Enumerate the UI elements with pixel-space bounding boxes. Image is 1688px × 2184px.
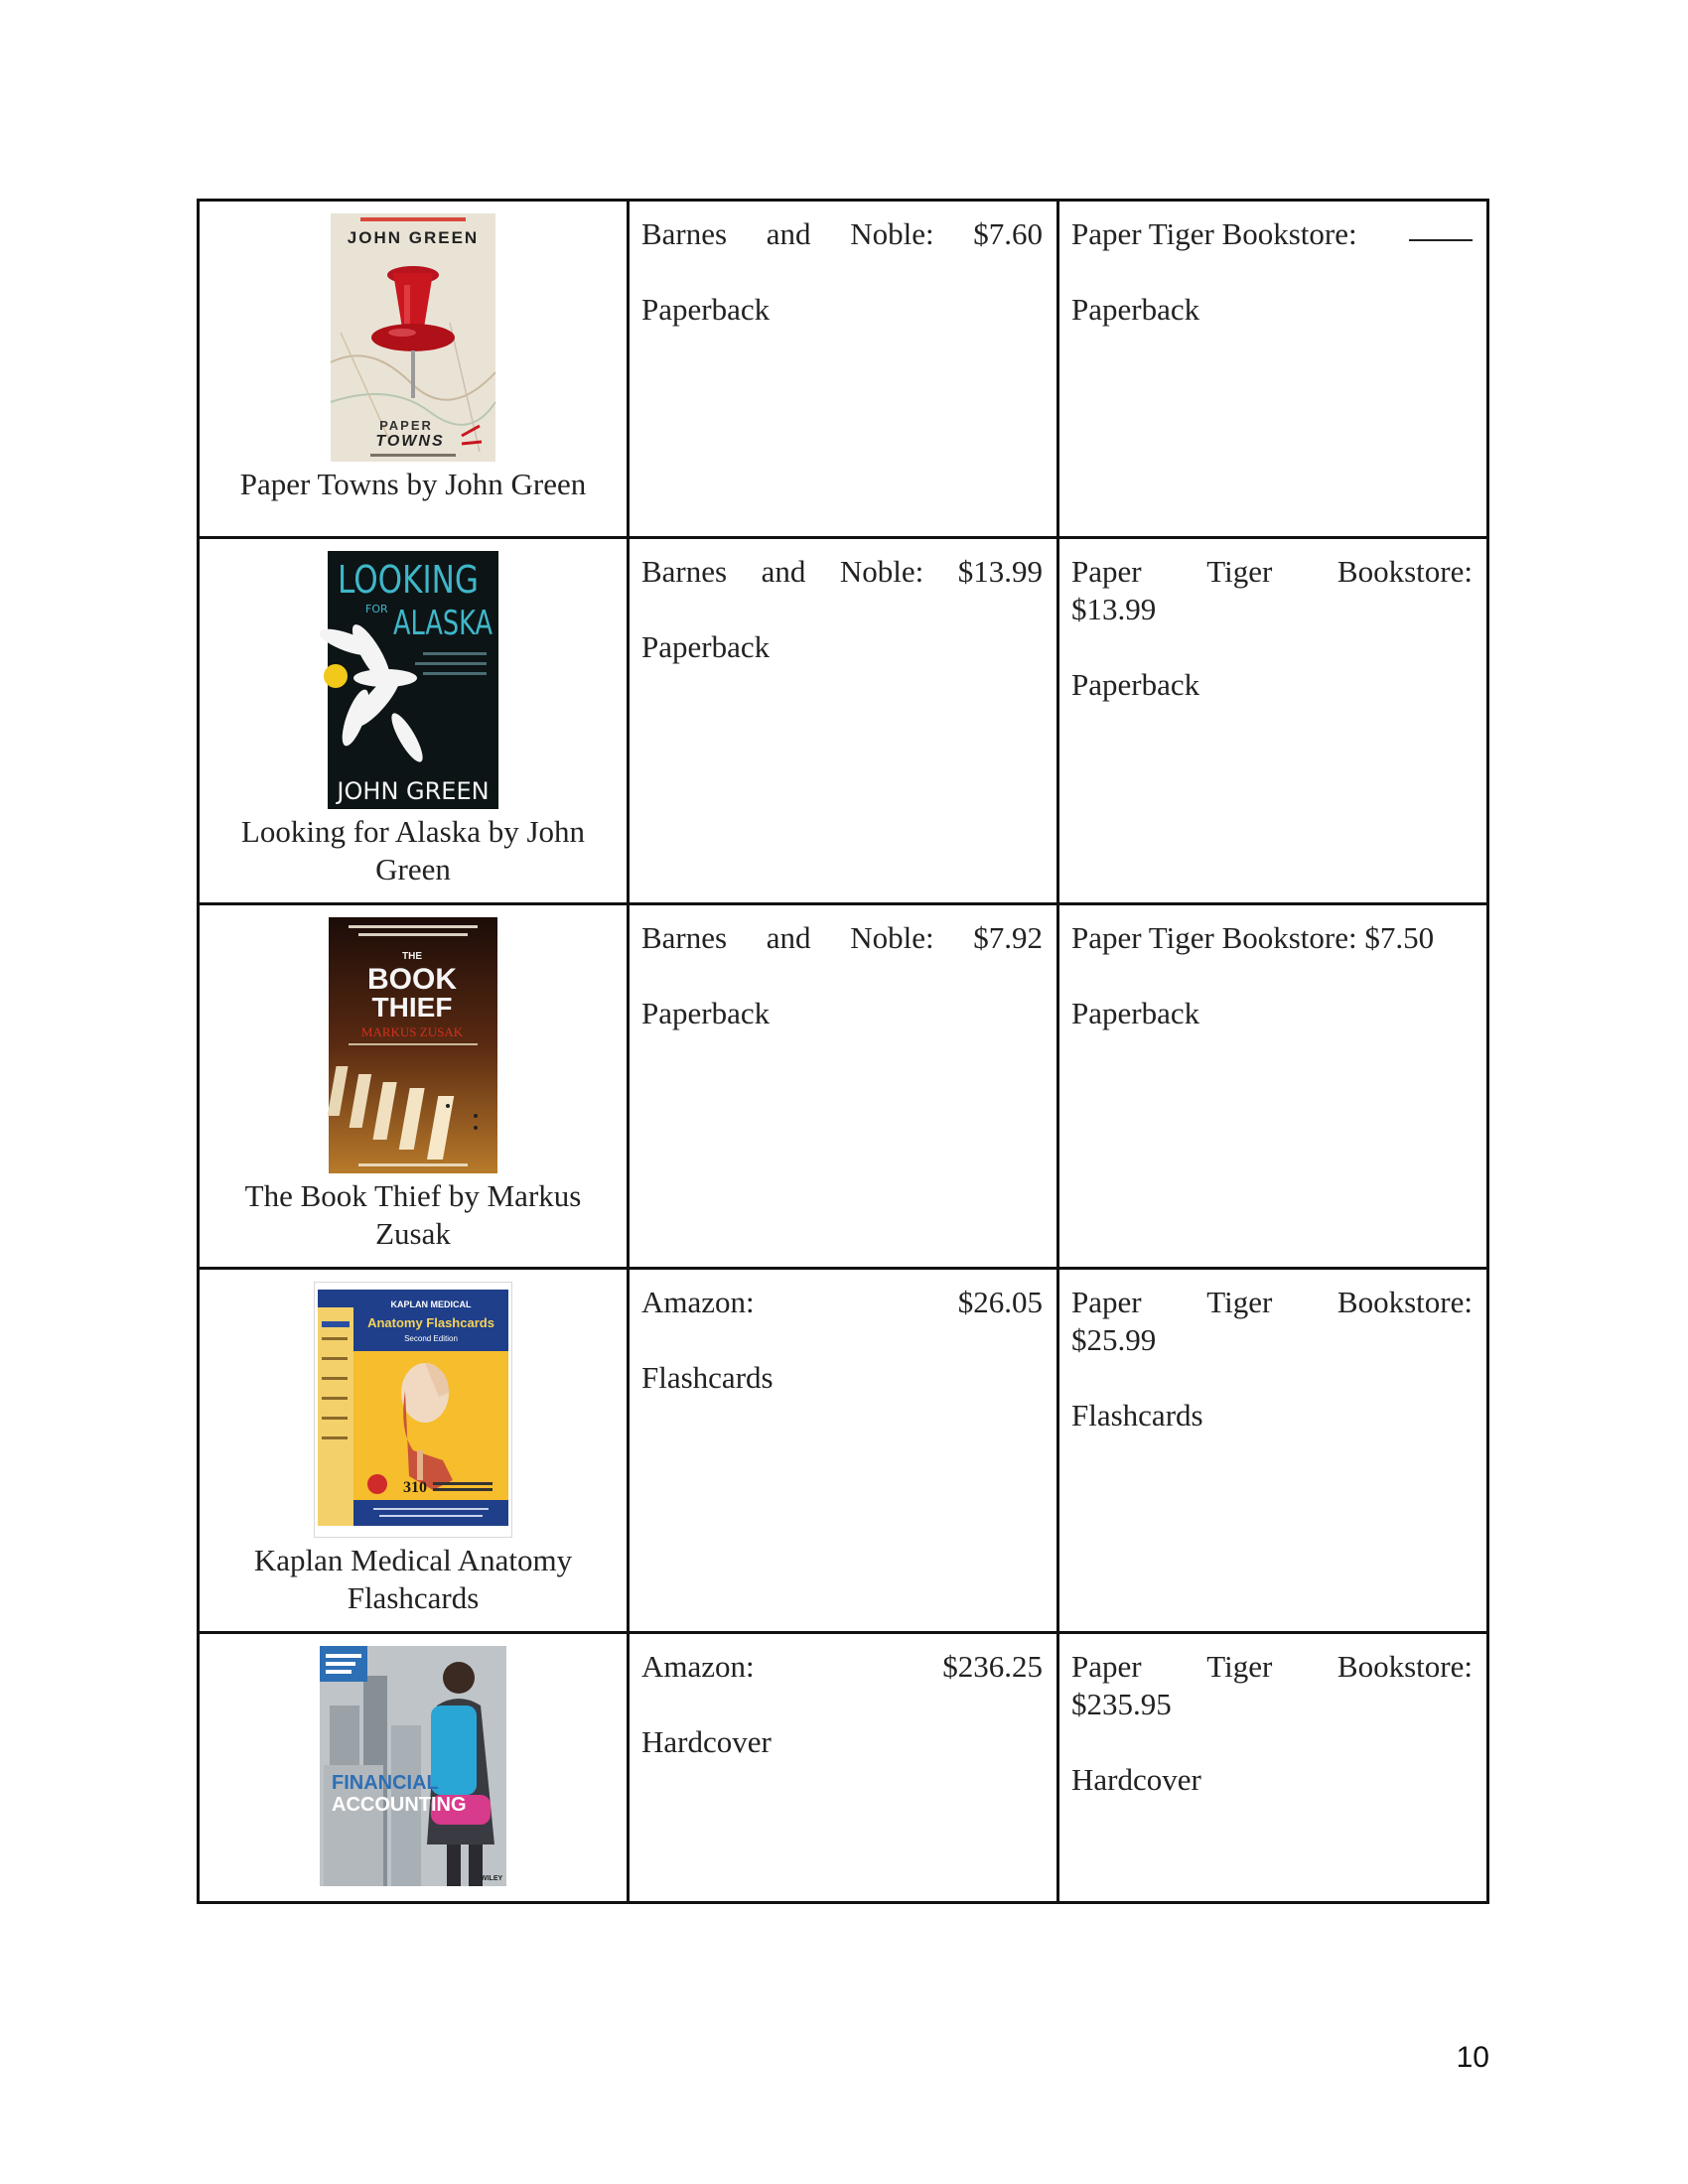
price-comparison-table xyxy=(197,199,1489,1904)
format-label: Paperback xyxy=(641,629,771,664)
store-a-cell xyxy=(629,538,1058,904)
page-number: 10 xyxy=(1456,2041,1489,2074)
price-value: $26.05 xyxy=(957,1285,1043,1319)
store-a-cell xyxy=(629,904,1058,1269)
store-name-word: Noble: xyxy=(839,554,924,589)
cover-title-text: Anatomy Flashcards xyxy=(367,1315,494,1330)
book-cell xyxy=(199,538,629,904)
store-b-cell xyxy=(1058,538,1488,904)
store-name-word: Noble: xyxy=(850,216,934,251)
cover-title-text: ALASKA xyxy=(393,604,492,643)
table-row xyxy=(199,201,1488,538)
store-name-word: Amazon: xyxy=(641,1649,755,1684)
book-cover-the-book-thief xyxy=(329,917,497,1173)
cover-title-text: LOOKING xyxy=(338,558,479,602)
store-name-word: Paper xyxy=(1071,1649,1142,1684)
store-name-word: Barnes xyxy=(641,554,728,589)
cover-count-text: 310 xyxy=(403,1479,427,1496)
cover-author-text: JOHN GREEN xyxy=(347,228,480,247)
price-value: $236.25 xyxy=(942,1649,1043,1684)
book-cover-kaplan-anatomy-flashcards xyxy=(314,1282,512,1538)
store-name-word: Barnes xyxy=(641,216,728,251)
store-name-word: Paper xyxy=(1071,554,1142,589)
book-cover-paper-towns xyxy=(331,213,495,462)
format-label: Flashcards xyxy=(641,1360,774,1395)
book-caption: The Book Thief by Markus Zusak xyxy=(244,1178,582,1251)
price-value: $13.99 xyxy=(1071,592,1157,626)
book-caption: Kaplan Medical Anatomy Flashcards xyxy=(253,1543,573,1615)
cover-edition-text: Second Edition xyxy=(404,1334,458,1343)
cover-title-text: THE xyxy=(402,951,422,962)
cover-title-text: TOWNS xyxy=(375,433,445,450)
store-b-cell xyxy=(1058,1269,1488,1633)
book-caption: Looking for Alaska by John Green xyxy=(240,814,586,887)
book-cover-financial-accounting xyxy=(320,1646,506,1886)
store-name-word: Noble: xyxy=(850,920,934,955)
store-name-word: Bookstore: xyxy=(1336,1285,1473,1319)
cover-title-text: THIEF xyxy=(371,992,453,1023)
cover-publisher-text: WILEY xyxy=(481,1875,503,1882)
store-name-word: Bookstore: xyxy=(1336,554,1473,589)
price-value: $235.95 xyxy=(1071,1687,1172,1721)
price-value: $7.60 xyxy=(973,216,1043,251)
book-caption: Paper Towns by John Green xyxy=(239,467,587,501)
store-a-cell xyxy=(629,1633,1058,1903)
format-label: Paperback xyxy=(641,292,771,327)
cover-title-text: BOOK xyxy=(367,963,457,996)
cover-brand-text: KAPLAN MEDICAL xyxy=(390,1299,472,1309)
table-row xyxy=(199,538,1488,904)
format-label: Paperback xyxy=(1071,292,1200,327)
format-label: Flashcards xyxy=(1071,1398,1203,1433)
price-blank xyxy=(1409,215,1473,241)
store-name-word: and xyxy=(766,216,811,251)
table-row xyxy=(199,1633,1488,1903)
book-cell xyxy=(199,1633,629,1903)
book-cover-looking-for-alaska xyxy=(328,551,498,809)
table-row xyxy=(199,1269,1488,1633)
cover-author-text: JOHN GREEN xyxy=(337,777,490,805)
cover-title-text: FINANCIAL xyxy=(332,1772,439,1794)
cover-title-text: ACCOUNTING xyxy=(332,1794,467,1816)
cover-title-text: PAPER xyxy=(379,418,433,433)
format-label: Paperback xyxy=(1071,667,1200,702)
cover-author-text: MARKUS ZUSAK xyxy=(360,1024,464,1039)
store-b-cell xyxy=(1058,201,1488,538)
store-name-label: Paper Tiger Bookstore: xyxy=(1071,216,1357,251)
store-name-word: Paper xyxy=(1071,1285,1142,1319)
store-name-word: Tiger xyxy=(1206,1649,1273,1684)
store-a-cell xyxy=(629,1269,1058,1633)
store-name-word: Bookstore: xyxy=(1336,1649,1473,1684)
format-label: Paperback xyxy=(1071,996,1200,1030)
store-name-word: Tiger xyxy=(1206,554,1273,589)
store-name-word: and xyxy=(761,554,806,589)
price-value: $25.99 xyxy=(1071,1322,1157,1357)
store-a-cell xyxy=(629,201,1058,538)
price-value: $13.99 xyxy=(957,554,1043,589)
store-name-word: Amazon: xyxy=(641,1285,755,1319)
format-label: Hardcover xyxy=(1071,1762,1201,1797)
format-label: Hardcover xyxy=(641,1724,772,1759)
format-label: Paperback xyxy=(641,996,771,1030)
store-b-cell xyxy=(1058,904,1488,1269)
book-cell xyxy=(199,904,629,1269)
table-row xyxy=(199,904,1488,1269)
price-value: $7.92 xyxy=(973,920,1043,955)
cover-title-text: FOR xyxy=(365,603,388,615)
store-name-label: Paper Tiger Bookstore: $7.50 xyxy=(1071,920,1435,955)
store-name-word: Barnes xyxy=(641,920,728,955)
store-name-word: Tiger xyxy=(1206,1285,1273,1319)
store-name-word: and xyxy=(766,920,811,955)
store-b-cell xyxy=(1058,1633,1488,1903)
book-cell xyxy=(199,1269,629,1633)
book-cell xyxy=(199,201,629,538)
